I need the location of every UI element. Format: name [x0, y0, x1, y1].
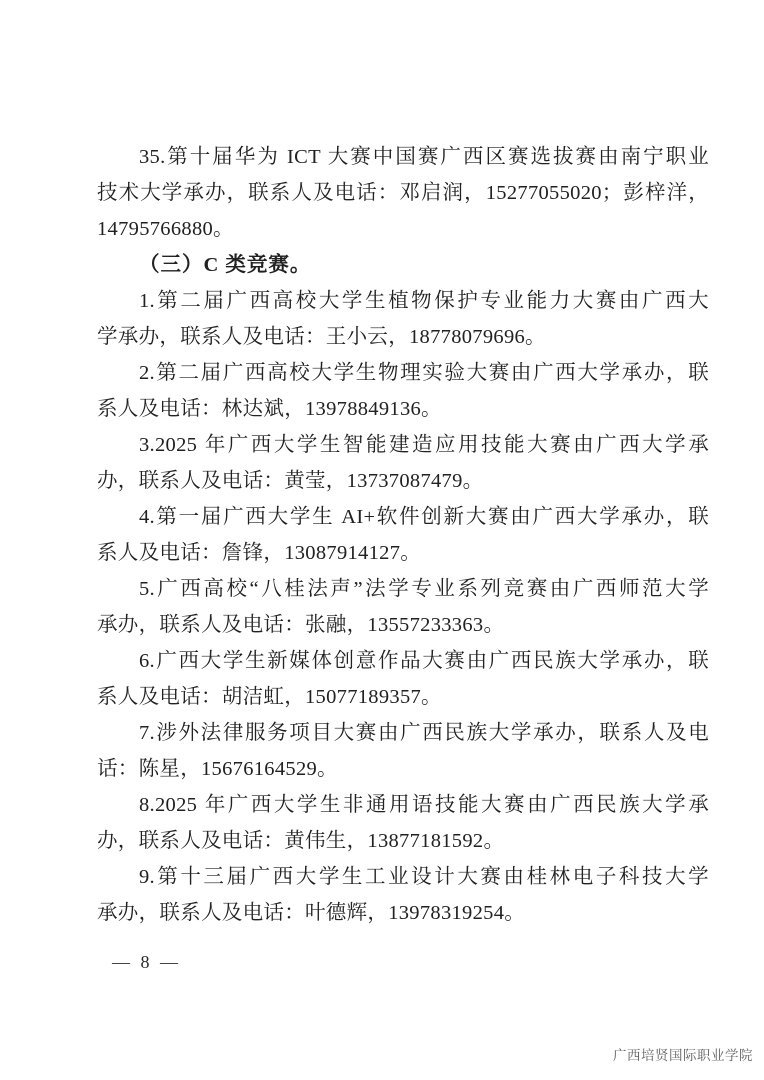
section-heading: （三）C 类竞赛。: [139, 254, 312, 276]
text-line: 学承办，联系人及电话：王小云，18778079696。: [97, 326, 546, 348]
text-line: 14795766880。: [97, 218, 234, 240]
page-number: — 8 —: [112, 952, 181, 972]
text-line: 技术大学承办，联系人及电话：邓启润，15277055020；彭梓洋，: [97, 182, 709, 204]
text-line: 办，联系人及电话：黄莹，13737087479。: [97, 470, 484, 492]
text-line: 承办，联系人及电话：张融，13557233363。: [97, 614, 505, 636]
text-line: 系人及电话：胡洁虹，15077189357。: [97, 686, 442, 708]
watermark: 广西培贤国际职业学院: [613, 1048, 753, 1063]
text-line: 1.第二届广西高校大学生植物保护专业能力大赛由广西大: [139, 290, 709, 312]
text-line: 5.广西高校“八桂法声”法学专业系列竞赛由广西师范大学: [139, 578, 709, 600]
text-line: 7.涉外法律服务项目大赛由广西民族大学承办，联系人及电: [139, 722, 709, 744]
text-line: 承办，联系人及电话：叶德辉，13978319254。: [97, 902, 526, 924]
text-line: 话：陈星，15676164529。: [97, 758, 338, 780]
text-line: 4.第一届广西大学生 AI+软件创新大赛由广西大学承办，联: [139, 506, 709, 528]
document-body: [97, 139, 709, 931]
text-line: 系人及电话：詹锋，13087914127。: [97, 542, 422, 564]
text-line: 办，联系人及电话：黄伟生，13877181592。: [97, 830, 505, 852]
text-line: 9.第十三届广西大学生工业设计大赛由桂林电子科技大学: [139, 866, 709, 888]
text-line: 35.第十届华为 ICT 大赛中国赛广西区赛选拔赛由南宁职业: [139, 146, 709, 168]
text-line: 系人及电话：林达斌，13978849136。: [97, 398, 442, 420]
text-line: 8.2025 年广西大学生非通用语技能大赛由广西民族大学承: [139, 794, 709, 816]
text-line: 3.2025 年广西大学生智能建造应用技能大赛由广西大学承: [139, 434, 709, 456]
text-line: 2.第二届广西高校大学生物理实验大赛由广西大学承办，联: [139, 362, 709, 384]
text-line: 6.广西大学生新媒体创意作品大赛由广西民族大学承办，联: [139, 650, 709, 672]
